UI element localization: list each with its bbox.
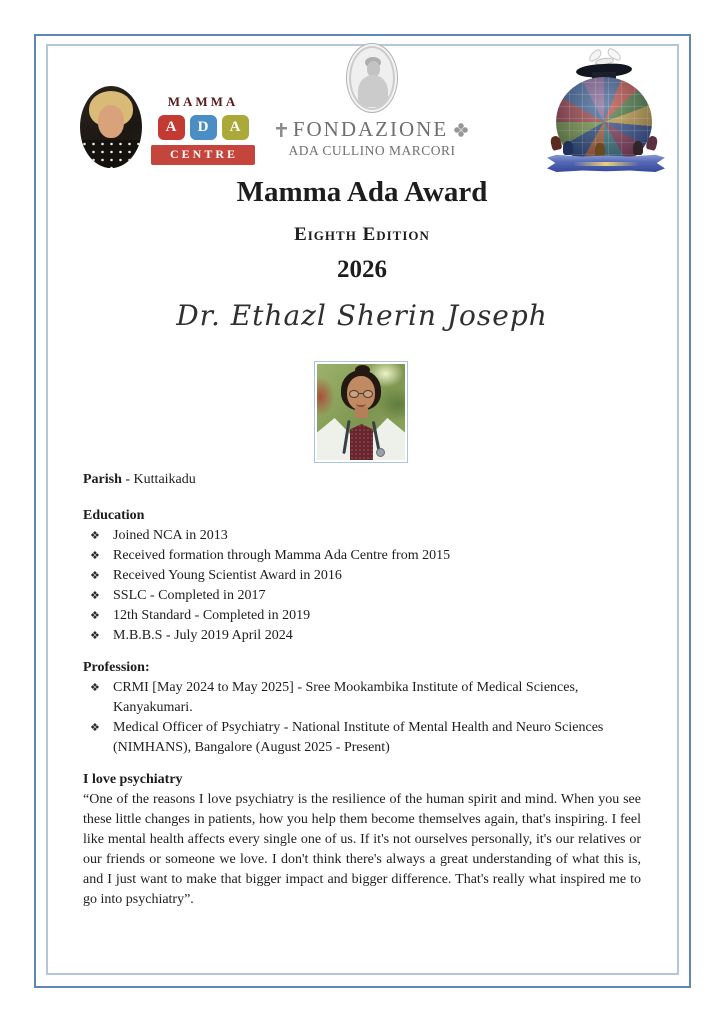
diamond-bullet-icon: ❖ [90, 721, 100, 734]
education-item-text: Received Young Scientist Award in 2016 [113, 568, 342, 583]
neck [355, 407, 368, 418]
cameo-bust [358, 75, 388, 107]
education-item [83, 566, 641, 586]
education-item [83, 526, 641, 546]
award-year: 2026 [337, 256, 387, 283]
ada-block-a1: A [158, 115, 185, 140]
profile-content [83, 470, 641, 910]
award-title: Mamma Ada Award [236, 176, 488, 208]
education-item-text: Joined NCA in 2013 [113, 528, 228, 543]
education-heading: Education [83, 508, 145, 523]
globe-graduation-cap-dove-emblem [547, 50, 665, 172]
quote-text: “One of the reasons I love psychiatry is the resilience of the human spirit and mind. When you see these little changes in patients, how you help them become themselves again, that's inspiring. I feel like mental health affects every single one of us. If it's not ourselves personally, it's our relatives or our friends or someone we love. I don't think there's always a great understanding of what this is, and I just want to make that bigger impact and bigger difference. That's really what inspired me to go into psychiatry”. [83, 792, 641, 907]
ada-block-d: D [190, 115, 217, 140]
education-item [83, 606, 641, 626]
founder-face [98, 105, 124, 138]
glasses-left-lens [349, 390, 359, 398]
cameo-portrait [349, 46, 395, 110]
child-silhouette [633, 141, 643, 155]
education-item [83, 586, 641, 606]
maroon-top [350, 424, 373, 460]
award-edition: Eighth Edition [294, 224, 430, 245]
recipient-photo [314, 361, 408, 463]
ribbon-banner-text [573, 162, 639, 166]
glasses-bridge [359, 393, 363, 394]
fondazione-subtitle: ADA CULLINO MARCORI [288, 143, 456, 158]
ada-letter-blocks [151, 115, 255, 140]
centre-banner: CENTRE [151, 145, 255, 165]
education-item [83, 626, 641, 646]
diamond-bullet-icon: ❖ [90, 549, 100, 562]
diamond-bullet-icon: ❖ [90, 681, 100, 694]
child-silhouette [595, 143, 605, 157]
profession-heading: Profession: [83, 660, 150, 675]
fondazione-name: FONDAZIONE [292, 117, 449, 141]
fondazione-name-line [264, 117, 480, 142]
ribbon-banner [547, 154, 665, 172]
profession-item [83, 718, 641, 758]
education-item [83, 546, 641, 566]
education-item-text: M.B.B.S - July 2019 April 2024 [113, 628, 293, 643]
diamond-bullet-icon: ❖ [90, 569, 100, 582]
profession-item [83, 678, 641, 718]
education-item-text: Received formation through Mamma Ada Centre from 2015 [113, 548, 451, 563]
profession-item-text: Medical Officer of Psychiatry - National Institute of Mental Health and Neuro Sciences (NIMHANS), Bangalore (August 2025 - Present) [113, 720, 604, 755]
diamond-bullet-icon: ❖ [90, 609, 100, 622]
profession-item-text: CRMI [May 2024 to May 2025] - Sree Mookambika Institute of Medical Sciences, Kanyakumari. [113, 680, 579, 715]
parish-line [83, 470, 641, 490]
founder-polkadot-top [80, 140, 142, 168]
cross-icon [276, 123, 287, 137]
child-silhouette [563, 141, 573, 155]
education-item-text: SSLC - Completed in 2017 [113, 588, 266, 603]
parish-label: Parish [83, 472, 122, 487]
quote-heading: I love psychiatry [83, 772, 183, 787]
ada-block-a2: A [222, 115, 249, 140]
founder-portrait-oval [80, 86, 142, 168]
stethoscope-chestpiece [376, 448, 385, 457]
diamond-bullet-icon: ❖ [90, 589, 100, 602]
recipient-name: Dr. Ethazl Sherin Joseph [176, 299, 548, 332]
education-item-text: 12th Standard - Completed in 2019 [113, 608, 311, 623]
profession-list [83, 678, 641, 758]
diamond-bullet-icon: ❖ [90, 529, 100, 542]
education-list [83, 526, 641, 646]
diamond-bullet-icon: ❖ [90, 629, 100, 642]
recipient-photo-scene [317, 364, 405, 460]
mamma-word: MAMMA [167, 94, 239, 109]
mamma-ada-centre-logo [80, 86, 255, 168]
mamma-ada-centre-wordmark [151, 86, 255, 165]
glasses-right-lens [363, 390, 373, 398]
florette-icon [454, 123, 468, 137]
fondazione-logo [264, 46, 480, 159]
parish-value: - Kuttaikadu [121, 472, 196, 487]
